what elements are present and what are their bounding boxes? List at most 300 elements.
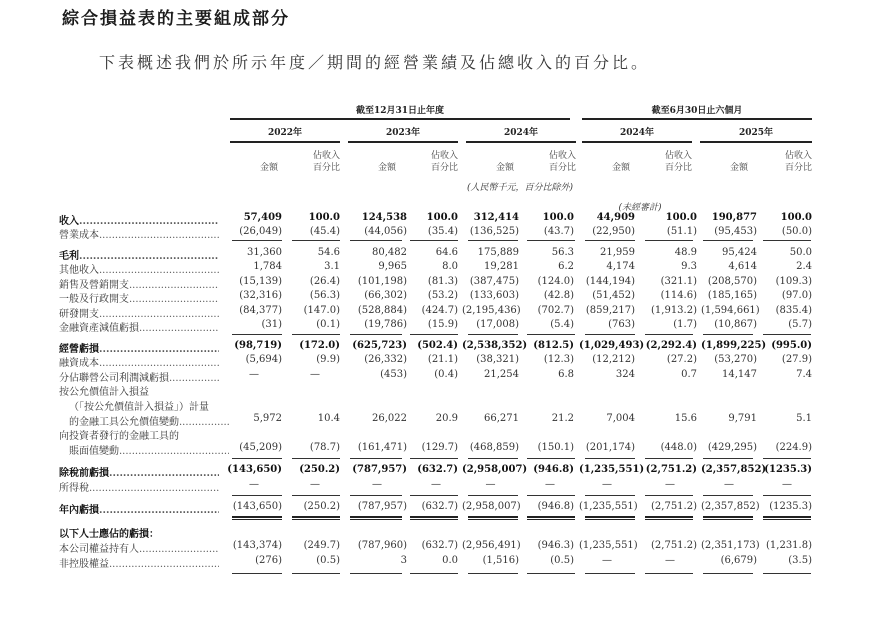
amount-cell: (1,235,551) — [579, 501, 638, 512]
row-label — [59, 212, 219, 227]
percent-cell: (124.0) — [537, 276, 574, 287]
amount-column-header: 金額 — [611, 163, 630, 173]
table-row — [0, 540, 881, 553]
intro-text: 下表概述我們於所示年度／期間的經營業績及佔總收入的百分比。 — [99, 53, 651, 72]
page-title: 綜合損益表的主要組成部分 — [62, 9, 290, 29]
double-underline — [232, 516, 282, 520]
table-row — [0, 212, 881, 225]
percent-cell: (50.0) — [781, 226, 812, 237]
percent-column-header — [418, 150, 458, 174]
table-row — [0, 501, 881, 514]
amount-cell: (66,302) — [364, 290, 407, 301]
percent-cell: (0.1) — [316, 319, 340, 330]
percent-cell: 9.3 — [681, 261, 697, 272]
percent-header-line-2: 百分比 — [664, 163, 692, 173]
amount-cell: — — [724, 479, 734, 490]
group-rule-annual — [230, 118, 570, 120]
percent-column-header — [772, 150, 812, 174]
underline — [292, 334, 340, 335]
percent-cell: 10.4 — [317, 413, 340, 424]
amount-cell: (2,538,352) — [462, 340, 528, 351]
row-label-text: 營業成本 — [59, 230, 99, 241]
percent-cell: (150.1) — [537, 442, 574, 453]
amount-cell: (625,723) — [352, 340, 407, 351]
row-label-text: 銷售及營銷開支 — [59, 280, 129, 291]
underline — [350, 334, 402, 335]
amount-cell: (144,194) — [585, 276, 635, 287]
underline — [232, 458, 282, 459]
underline — [645, 240, 693, 241]
percent-cell: 64.6 — [435, 247, 458, 258]
percent-cell: — — [665, 479, 675, 490]
amount-cell: (208,570) — [707, 276, 757, 287]
row-label-text: 非控股權益 — [59, 559, 109, 570]
double-underline — [763, 516, 811, 520]
amount-cell: (84,377) — [239, 305, 282, 316]
row-label-text: 所得稅 — [59, 483, 89, 494]
percent-header-line-1: 佔收入 — [664, 151, 692, 161]
underline — [527, 573, 575, 574]
year-header-2022: 2022年 — [267, 128, 303, 138]
percent-cell: (97.0) — [781, 290, 812, 301]
percent-cell: (56.3) — [309, 290, 340, 301]
underline — [410, 334, 458, 335]
row-label — [69, 442, 229, 457]
year-header-2023: 2023年 — [385, 128, 421, 138]
percent-header-line-2: 百分比 — [548, 163, 576, 173]
amount-cell: (44,056) — [364, 226, 407, 237]
row-label — [59, 354, 219, 369]
amount-cell: (12,212) — [592, 354, 635, 365]
amount-cell: 324 — [615, 369, 635, 380]
percent-cell: 2.4 — [796, 261, 812, 272]
table-row — [0, 226, 881, 239]
amount-cell: 95,424 — [722, 247, 757, 258]
percent-cell: (5.4) — [550, 319, 574, 330]
percent-column-header — [652, 150, 692, 174]
row-label — [59, 276, 219, 291]
table-row — [0, 340, 881, 353]
amount-cell: (201,174) — [585, 442, 635, 453]
percent-cell: (1.7) — [673, 319, 697, 330]
table-row — [0, 305, 881, 318]
table-row — [0, 427, 881, 440]
amount-cell: (143,374) — [232, 540, 282, 551]
underline — [468, 334, 518, 335]
year-rule — [582, 141, 692, 143]
row-label-text: 向投資者發行的金融工具的 — [59, 431, 179, 442]
row-label-text: 融資成本 — [59, 358, 99, 369]
amount-cell: (31) — [261, 319, 282, 330]
percent-cell: (21.1) — [427, 354, 458, 365]
underline — [703, 573, 753, 574]
underline — [763, 334, 811, 335]
amount-cell: (22,950) — [592, 226, 635, 237]
underline — [703, 240, 753, 241]
underline — [350, 495, 402, 496]
row-label-text: （「按公允價值計入損益」）計量 — [69, 402, 209, 413]
table-row — [0, 319, 881, 332]
percent-cell: (26.4) — [309, 276, 340, 287]
underline — [350, 458, 402, 459]
row-label-text: 其他收入 — [59, 265, 99, 276]
amount-cell: (1,235,551) — [579, 540, 638, 551]
underline — [410, 240, 458, 241]
percent-cell: (250.2) — [303, 501, 340, 512]
amount-cell: 26,022 — [372, 413, 407, 424]
amount-cell: — — [485, 479, 496, 490]
percent-cell: (2,292.4) — [645, 340, 697, 351]
underline — [585, 573, 635, 574]
percent-cell: (114.6) — [660, 290, 697, 301]
amount-cell: (185,165) — [707, 290, 757, 301]
percent-cell: (27.2) — [666, 354, 697, 365]
percent-cell: (1235.3) — [769, 501, 812, 512]
amount-cell: (17,008) — [476, 319, 519, 330]
amount-cell: 31,360 — [247, 247, 282, 258]
amount-cell: (1,516) — [482, 555, 519, 566]
underline — [645, 334, 693, 335]
amount-cell: — — [602, 555, 612, 566]
percent-cell: (1,231.8) — [766, 540, 812, 551]
year-header-2025-half: 2025年 — [738, 128, 774, 138]
unaudited-note: (未經審計) — [618, 203, 662, 213]
row-label — [59, 525, 219, 540]
percent-cell: (249.7) — [303, 540, 340, 551]
amount-column-header: 金額 — [729, 163, 748, 173]
amount-column-header: 金額 — [377, 163, 396, 173]
percent-cell: 100.0 — [780, 212, 812, 223]
amount-cell: (2,357,852) — [701, 464, 767, 475]
row-label-text: 年內虧損 — [59, 505, 99, 516]
amount-cell: (453) — [380, 369, 407, 380]
table-row — [0, 247, 881, 260]
currency-note: (人民幣千元，百分比除外) — [466, 183, 574, 193]
amount-cell: (101,198) — [357, 276, 407, 287]
amount-cell: (859,217) — [585, 305, 635, 316]
row-label-text: 金融資產減值虧損 — [59, 323, 139, 334]
amount-cell: 57,409 — [243, 212, 282, 223]
percent-cell: (946.8) — [533, 464, 574, 475]
underline — [410, 495, 458, 496]
row-label-text: 收入 — [59, 216, 79, 227]
year-header-2024: 2024年 — [503, 128, 539, 138]
underline — [527, 240, 575, 241]
amount-cell: (276) — [255, 555, 282, 566]
underline — [527, 495, 575, 496]
underline — [585, 240, 635, 241]
percent-cell: (147.0) — [303, 305, 340, 316]
amount-cell: 124,538 — [361, 212, 407, 223]
amount-cell: (143,650) — [232, 501, 282, 512]
percent-cell: (448.0) — [660, 442, 697, 453]
percent-cell: (2,751.2) — [645, 464, 697, 475]
amount-cell: (528,884) — [357, 305, 407, 316]
group-header-annual: 截至12月31日止年度 — [355, 106, 445, 116]
underline — [763, 495, 811, 496]
underline — [585, 458, 635, 459]
amount-cell: (1,594,661) — [701, 305, 760, 316]
amount-cell: 21,959 — [600, 247, 635, 258]
underline — [292, 573, 340, 574]
percent-cell: (0.5) — [550, 555, 574, 566]
percent-cell: (632.7) — [421, 540, 458, 551]
percent-cell: — — [431, 479, 441, 490]
percent-cell: (0.4) — [434, 369, 458, 380]
table-row — [0, 354, 881, 367]
percent-cell: (702.7) — [537, 305, 574, 316]
percent-cell: (3.5) — [788, 555, 812, 566]
amount-cell: (98,719) — [234, 340, 282, 351]
underline — [645, 573, 693, 574]
percent-cell: (45.4) — [309, 226, 340, 237]
percent-cell: 54.6 — [317, 247, 340, 258]
amount-cell: (32,316) — [239, 290, 282, 301]
amount-cell: 4,614 — [728, 261, 757, 272]
table-row — [0, 479, 881, 492]
row-label — [59, 261, 219, 276]
amount-cell: (787,960) — [357, 540, 407, 551]
amount-cell: (26,332) — [364, 354, 407, 365]
percent-cell: (1235.3) — [764, 464, 812, 475]
row-label — [59, 226, 219, 241]
row-label — [59, 479, 219, 494]
percent-cell: 15.6 — [674, 413, 697, 424]
percent-column-header — [300, 150, 340, 174]
amount-cell: (51,452) — [592, 290, 635, 301]
percent-cell: (632.7) — [417, 464, 458, 475]
underline — [292, 495, 340, 496]
underline — [350, 240, 402, 241]
amount-cell: 312,414 — [473, 212, 519, 223]
amount-cell: 175,889 — [477, 247, 519, 258]
underline — [703, 334, 753, 335]
year-rule — [348, 141, 458, 143]
amount-cell: (763) — [608, 319, 635, 330]
amount-column-header: 金額 — [259, 163, 278, 173]
underline — [350, 573, 402, 574]
table-row — [0, 398, 881, 411]
amount-cell: (787,957) — [357, 501, 407, 512]
row-label — [59, 383, 219, 398]
percent-cell: (78.7) — [309, 442, 340, 453]
underline — [232, 240, 282, 241]
amount-cell: 9,791 — [728, 413, 757, 424]
percent-cell: 56.3 — [551, 247, 574, 258]
percent-cell: (1,913.2) — [651, 305, 697, 316]
amount-cell: (468,859) — [469, 442, 519, 453]
amount-cell: — — [372, 479, 382, 490]
percent-header-line-2: 百分比 — [312, 163, 340, 173]
amount-cell: (136,525) — [469, 226, 519, 237]
percent-cell: (53.2) — [427, 290, 458, 301]
percent-cell: 6.8 — [558, 369, 574, 380]
percent-cell: 100.0 — [426, 212, 458, 223]
amount-cell: (787,957) — [352, 464, 407, 475]
table-row — [0, 261, 881, 274]
percent-cell: (35.4) — [427, 226, 458, 237]
row-label — [69, 413, 229, 428]
percent-cell: (250.2) — [299, 464, 340, 475]
amount-column-header: 金額 — [495, 163, 514, 173]
percent-cell: 20.9 — [435, 413, 458, 424]
percent-header-line-2: 百分比 — [784, 163, 812, 173]
percent-cell: 3.1 — [324, 261, 340, 272]
percent-cell: (946.3) — [537, 540, 574, 551]
row-label-text: 毛利 — [59, 251, 79, 262]
double-underline — [527, 516, 575, 520]
amount-cell: (387,475) — [469, 276, 519, 287]
percent-cell: (835.4) — [775, 305, 812, 316]
percent-cell: (129.7) — [421, 442, 458, 453]
row-label-text: 按公允價值計入損益 — [59, 387, 149, 398]
row-label — [59, 290, 219, 305]
amount-cell: — — [249, 479, 259, 490]
percent-cell: 100.0 — [308, 212, 340, 223]
amount-cell: 14,147 — [722, 369, 757, 380]
amount-cell: (429,295) — [707, 442, 757, 453]
group-header-half-year: 截至6月30日止六個月 — [651, 106, 743, 116]
year-rule — [230, 141, 340, 143]
amount-cell: (1,235,551) — [579, 464, 645, 475]
percent-cell: (2,751.2) — [651, 540, 697, 551]
table-row — [0, 525, 881, 538]
amount-cell: (19,786) — [364, 319, 407, 330]
amount-cell: (2,958,007) — [462, 464, 528, 475]
percent-cell: (12.3) — [543, 354, 574, 365]
amount-cell: (2,195,436) — [462, 305, 521, 316]
underline — [763, 240, 811, 241]
row-label — [59, 369, 219, 384]
row-label-text: 的金融工具公允價值變動 — [69, 417, 179, 428]
percent-cell: 5.1 — [796, 413, 812, 424]
percent-header-line-1: 佔收入 — [312, 151, 340, 161]
percent-cell: 0.0 — [442, 555, 458, 566]
percent-cell: (224.9) — [775, 442, 812, 453]
table-row — [0, 464, 881, 477]
row-label — [59, 427, 219, 442]
amount-cell: 190,877 — [711, 212, 757, 223]
underline — [468, 458, 518, 459]
row-label-text: 賬面值變動 — [69, 446, 119, 457]
percent-cell: (995.0) — [771, 340, 812, 351]
underline — [410, 458, 458, 459]
table-row — [0, 413, 881, 426]
amount-cell: (2,357,852) — [701, 501, 760, 512]
amount-cell: 9,965 — [378, 261, 407, 272]
underline — [468, 495, 518, 496]
percent-cell: 7.4 — [796, 369, 812, 380]
double-underline — [703, 516, 753, 520]
row-label-text: 本公司權益持有人 — [59, 544, 139, 555]
amount-cell: (2,958,007) — [462, 501, 521, 512]
percent-cell: 6.2 — [558, 261, 574, 272]
row-label-text: 分佔聯營公司利潤減虧損 — [59, 373, 169, 384]
double-underline — [350, 516, 402, 520]
double-underline — [645, 516, 693, 520]
row-label-text: 一般及行政開支 — [59, 294, 129, 305]
year-rule — [466, 141, 576, 143]
percent-header-line-2: 百分比 — [430, 163, 458, 173]
underline — [585, 334, 635, 335]
amount-cell: (161,471) — [357, 442, 407, 453]
underline — [703, 458, 753, 459]
amount-cell: (15,139) — [239, 276, 282, 287]
row-label-text: 以下人士應佔的虧損： — [59, 529, 159, 540]
table-row — [0, 442, 881, 455]
year-rule — [700, 141, 812, 143]
amount-cell: (2,351,173) — [701, 540, 760, 551]
percent-cell: (812.5) — [533, 340, 574, 351]
percent-cell: (42.8) — [543, 290, 574, 301]
percent-cell: 100.0 — [665, 212, 697, 223]
percent-header-line-1: 佔收入 — [784, 151, 812, 161]
amount-cell: (38,321) — [476, 354, 519, 365]
amount-cell: (1,899,225) — [701, 340, 767, 351]
row-label-text: 經營虧損 — [59, 344, 99, 355]
percent-cell: (0.5) — [316, 555, 340, 566]
percent-cell: 8.0 — [442, 261, 458, 272]
underline — [763, 573, 811, 574]
amount-cell: 3 — [400, 555, 407, 566]
row-label — [59, 501, 219, 516]
underline — [645, 458, 693, 459]
percent-cell: 48.9 — [674, 247, 697, 258]
percent-cell: (15.9) — [427, 319, 458, 330]
percent-header-line-1: 佔收入 — [548, 151, 576, 161]
underline — [645, 495, 693, 496]
amount-cell: (1,029,493) — [579, 340, 645, 351]
percent-cell: (172.0) — [299, 340, 340, 351]
year-header-2024-half: 2024年 — [619, 128, 655, 138]
amount-cell: — — [249, 369, 259, 380]
underline — [468, 240, 518, 241]
percent-cell: (2,751.2) — [651, 501, 697, 512]
percent-cell: (5.7) — [788, 319, 812, 330]
table-row — [0, 383, 881, 396]
amount-cell: 80,482 — [372, 247, 407, 258]
amount-cell: (6,679) — [720, 555, 757, 566]
amount-cell: (2,956,491) — [462, 540, 521, 551]
underline — [292, 240, 340, 241]
amount-cell: 5,972 — [253, 413, 282, 424]
amount-cell: 7,004 — [606, 413, 635, 424]
percent-cell: (321.1) — [660, 276, 697, 287]
amount-cell: 66,271 — [484, 413, 519, 424]
percent-cell: 100.0 — [542, 212, 574, 223]
percent-cell: 50.0 — [789, 247, 812, 258]
percent-cell: — — [545, 479, 555, 490]
percent-cell: 0.7 — [681, 369, 697, 380]
row-label — [59, 340, 219, 355]
percent-cell: (27.9) — [781, 354, 812, 365]
percent-cell: (43.7) — [543, 226, 574, 237]
underline — [763, 458, 811, 459]
double-underline — [292, 516, 340, 520]
amount-cell: (10,867) — [714, 319, 757, 330]
row-label-text: 除稅前虧損 — [59, 468, 109, 479]
percent-cell: (632.7) — [421, 501, 458, 512]
amount-cell: (53,270) — [714, 354, 757, 365]
percent-cell: — — [665, 555, 675, 566]
underline — [232, 573, 282, 574]
amount-cell: 4,174 — [606, 261, 635, 272]
row-label — [59, 540, 219, 555]
underline — [292, 458, 340, 459]
percent-cell: (109.3) — [775, 276, 812, 287]
percent-cell: (502.4) — [417, 340, 458, 351]
row-label — [59, 305, 219, 320]
